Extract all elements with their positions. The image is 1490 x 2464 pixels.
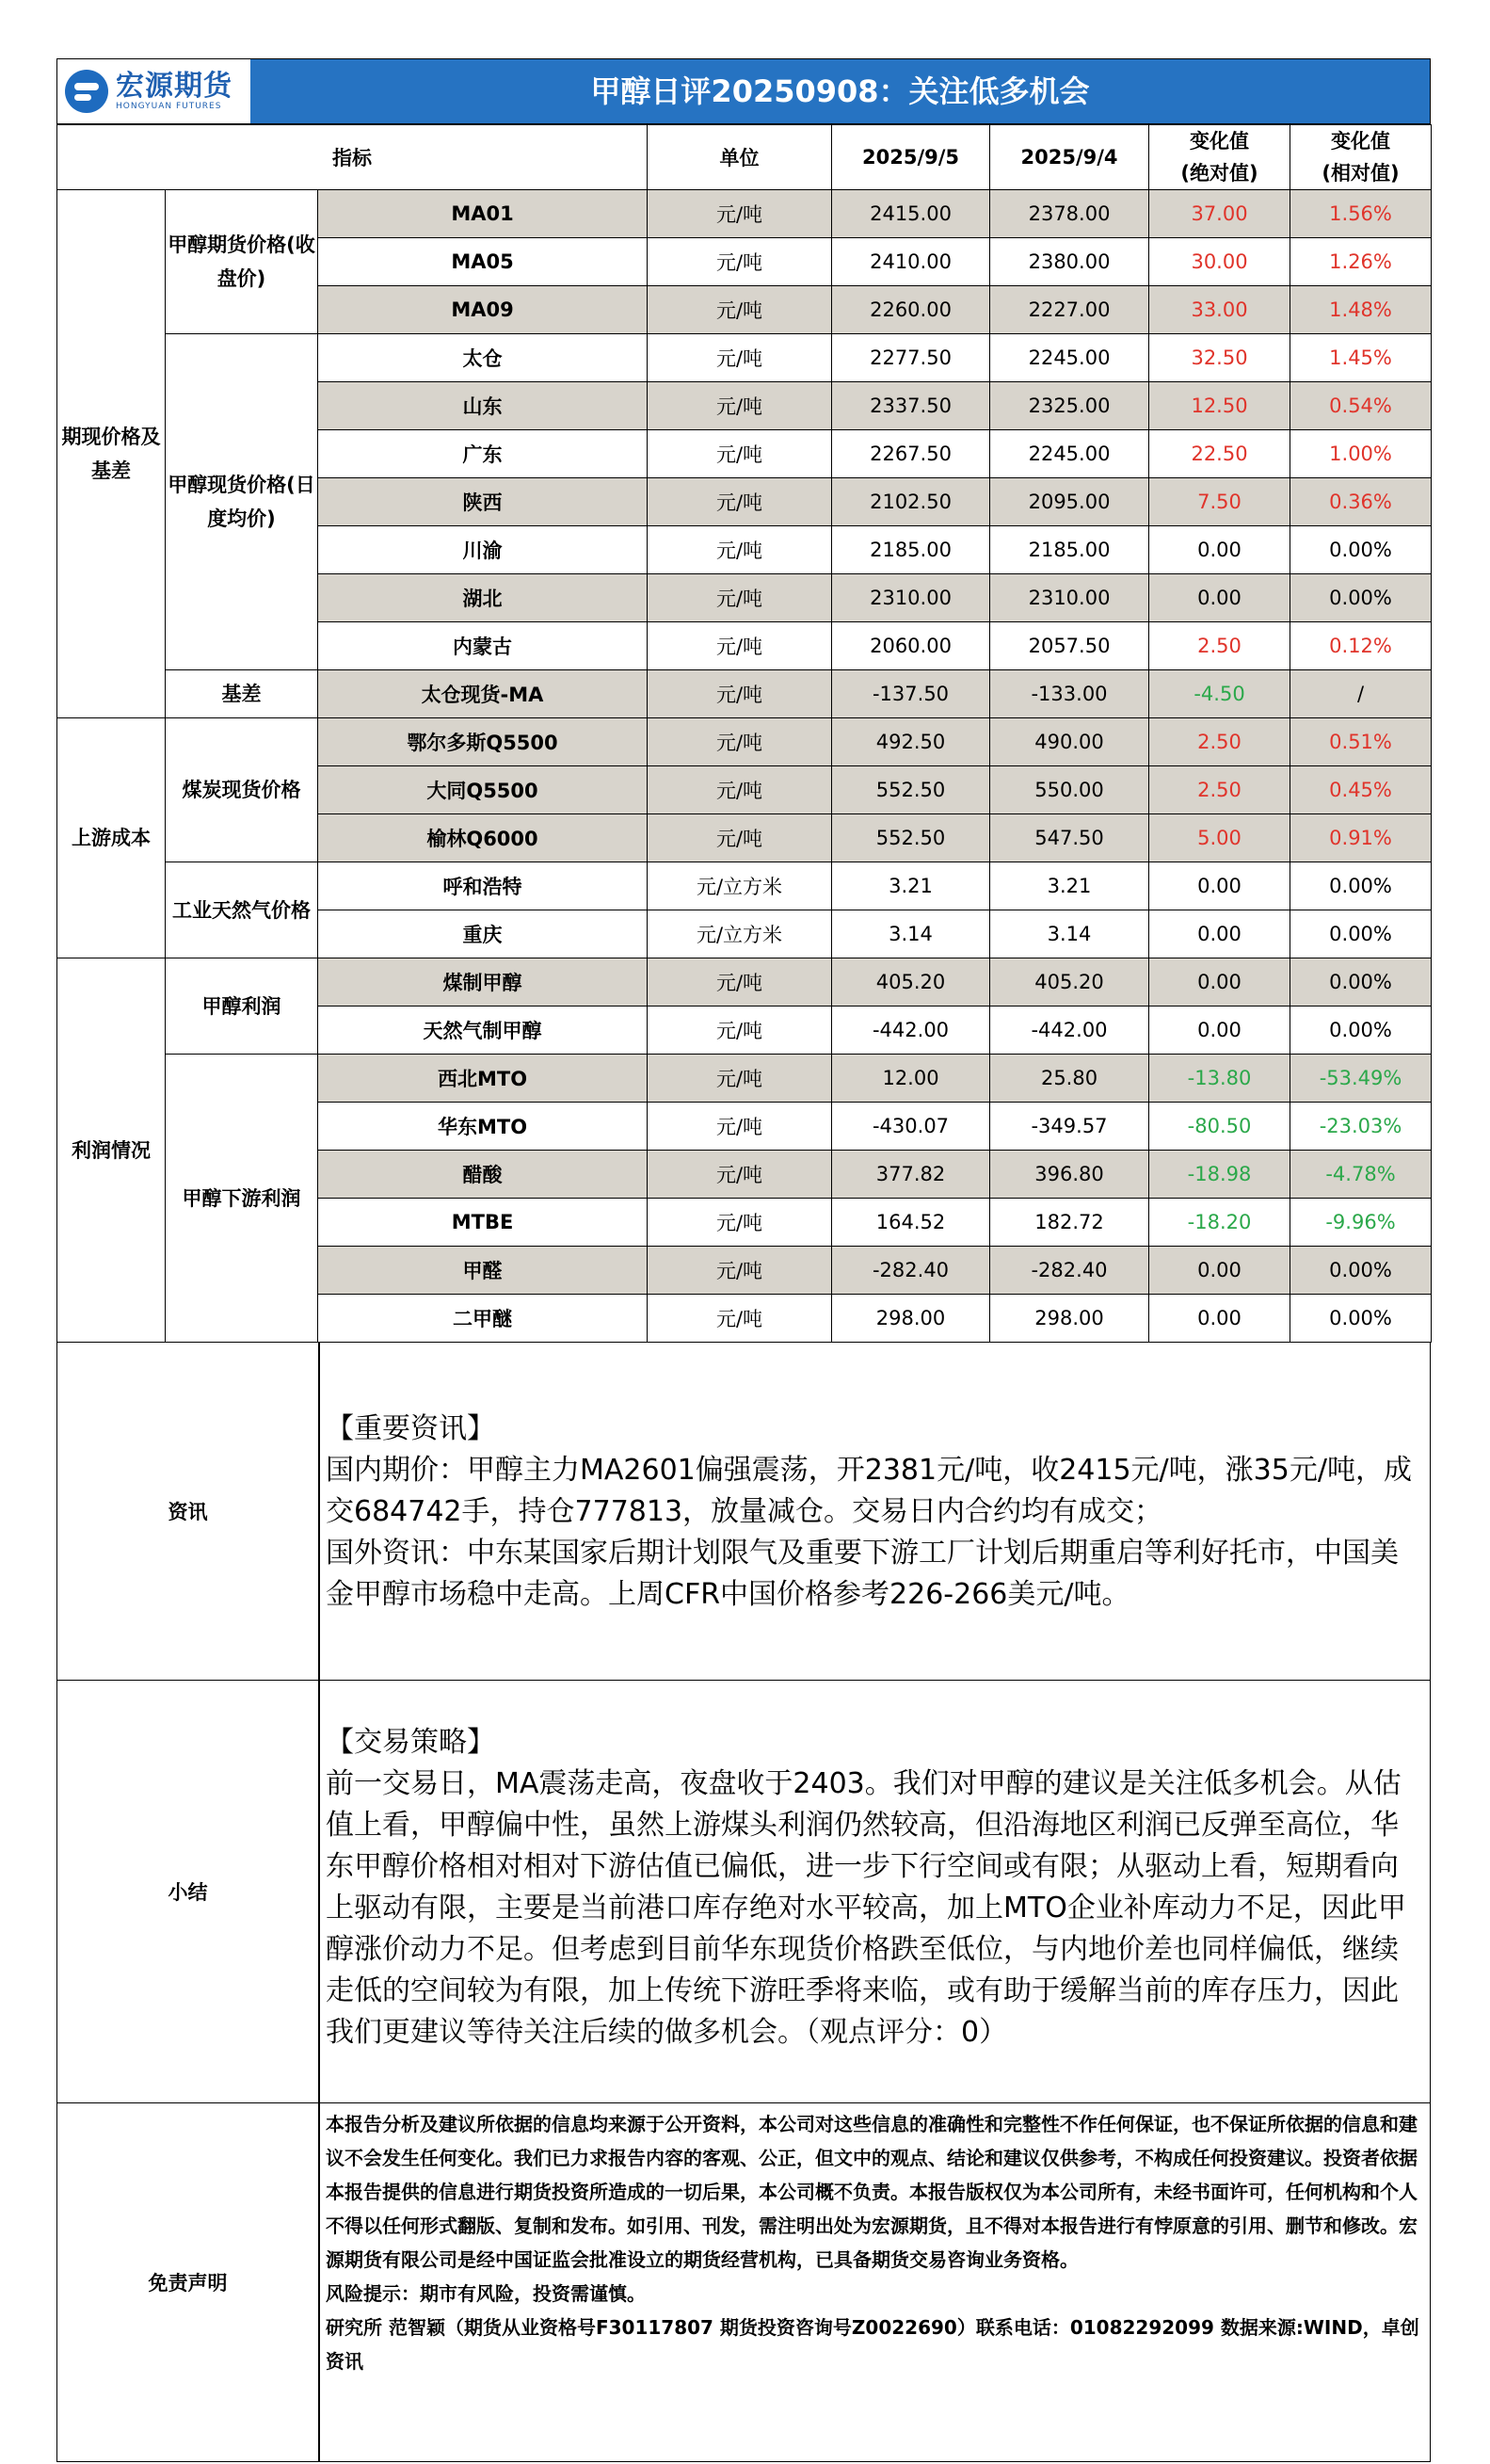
value-date1: 2410.00: [832, 238, 990, 286]
unit-cell: 元/吨: [648, 1007, 832, 1055]
value-date2: 2227.00: [990, 286, 1149, 334]
table-row: [57, 190, 1432, 238]
value-date1: -137.50: [832, 670, 990, 718]
change-rel: 0.00%: [1290, 1007, 1432, 1055]
change-abs: 0.00: [1149, 958, 1290, 1007]
change-abs: 0.00: [1149, 1295, 1290, 1343]
indicator-name: 榆林Q6000: [318, 814, 648, 862]
change-rel: 1.00%: [1290, 430, 1432, 478]
unit-cell: 元/吨: [648, 526, 832, 574]
indicator-name: 陕西: [318, 478, 648, 526]
value-date2: 2185.00: [990, 526, 1149, 574]
category-g2b: 工业天然气价格: [166, 862, 318, 958]
unit-cell: 元/吨: [648, 670, 832, 718]
change-abs: 5.00: [1149, 814, 1290, 862]
change-rel: 1.45%: [1290, 334, 1432, 382]
logo-english-name: HONGYUAN FUTURES: [116, 101, 222, 111]
change-rel: -9.96%: [1290, 1199, 1432, 1247]
value-date1: 405.20: [832, 958, 990, 1007]
value-date1: 2277.50: [832, 334, 990, 382]
indicator-name: 川渝: [318, 526, 648, 574]
change-rel: 0.54%: [1290, 382, 1432, 430]
value-date1: -442.00: [832, 1007, 990, 1055]
value-date2: 2325.00: [990, 382, 1149, 430]
header-date2: 2025/9/4: [990, 125, 1149, 190]
value-date1: 2260.00: [832, 286, 990, 334]
change-abs: -18.98: [1149, 1151, 1290, 1199]
value-date1: 3.14: [832, 910, 990, 958]
value-date2: 550.00: [990, 766, 1149, 814]
value-date1: 2310.00: [832, 574, 990, 622]
value-date2: 2245.00: [990, 430, 1149, 478]
change-abs: -4.50: [1149, 670, 1290, 718]
value-date1: 12.00: [832, 1055, 990, 1103]
strategy-text: 前一交易日，MA震荡走高，夜盘收于2403。我们对甲醇的建议是关注低多机会。从估值上看，甲醇偏中性，虽然上游煤头利润仍然较高，但沿海地区利润已反弹至高位，华东甲醇价格相对相对下游估值已偏低，进一步下行空间或有限；从驱动上看，短期看向上驱动有限，主要是当前港口库存绝对水平较高，加上MTO企业补库动力不足，因此甲醇涨价动力不足。但考虑到目前华东现货价格跌至低位，与内地价差也同样偏低，继续走低的空间较为有限，加上传统下游旺季将来临，或有助于缓解当前的库存压力，因此我们更建议等待关注后续的做多机会。（观点评分：0）: [326, 1767, 1406, 2049]
strategy-heading: 【交易策略】: [326, 1726, 495, 1759]
value-date1: 2185.00: [832, 526, 990, 574]
change-rel: 0.91%: [1290, 814, 1432, 862]
change-rel: -53.49%: [1290, 1055, 1432, 1103]
indicator-table: [56, 124, 1432, 1343]
change-rel: 0.00%: [1290, 574, 1432, 622]
indicator-name: 内蒙古: [318, 622, 648, 670]
value-date2: 2378.00: [990, 190, 1149, 238]
author-info: 研究所 范智颖（期货从业资格号F30117807 期货投资咨询号Z0022690）联系电话：01082292099 数据来源:WIND，卓创资讯: [326, 2316, 1419, 2373]
table-row: [57, 862, 1432, 910]
value-date2: 3.14: [990, 910, 1149, 958]
indicator-name: 广东: [318, 430, 648, 478]
change-rel: 0.00%: [1290, 910, 1432, 958]
change-rel: -4.78%: [1290, 1151, 1432, 1199]
value-date2: 298.00: [990, 1295, 1149, 1343]
unit-cell: 元/吨: [648, 766, 832, 814]
table-row: [57, 718, 1432, 766]
indicator-name: 湖北: [318, 574, 648, 622]
indicator-name: 鄂尔多斯Q5500: [318, 718, 648, 766]
value-date2: 2095.00: [990, 478, 1149, 526]
category-g1b: 甲醇现货价格(日度均价): [166, 334, 318, 670]
header-date1: 2025/9/5: [832, 125, 990, 190]
value-date2: 3.21: [990, 862, 1149, 910]
indicator-name: MA01: [318, 190, 648, 238]
change-abs: 33.00: [1149, 286, 1290, 334]
unit-cell: 元/吨: [648, 334, 832, 382]
change-abs: 2.50: [1149, 622, 1290, 670]
change-abs: -13.80: [1149, 1055, 1290, 1103]
value-date2: 547.50: [990, 814, 1149, 862]
unit-cell: 元/吨: [648, 718, 832, 766]
risk-warning: 风险提示：期市有风险，投资需谨慎。: [326, 2282, 646, 2305]
change-rel: 0.00%: [1290, 1247, 1432, 1295]
change-abs: 7.50: [1149, 478, 1290, 526]
unit-cell: 元/吨: [648, 814, 832, 862]
value-date2: -442.00: [990, 1007, 1149, 1055]
table-row: [57, 1055, 1432, 1103]
change-abs: 2.50: [1149, 718, 1290, 766]
value-date1: 377.82: [832, 1151, 990, 1199]
change-abs: 0.00: [1149, 910, 1290, 958]
indicator-name: 呼和浩特: [318, 862, 648, 910]
indicator-name: MA09: [318, 286, 648, 334]
unit-cell: 元/吨: [648, 1199, 832, 1247]
category-g3: 利润情况: [57, 958, 166, 1343]
logo-mark-icon: [65, 70, 108, 113]
header-indicator: 指标: [57, 125, 648, 190]
news-foreign: 国外资讯：中东某国家后期计划限气及重要下游工厂计划后期重启等利好托市，中国美金甲醇市场稳中走高。上周CFR中国价格参考226-266美元/吨。: [326, 1537, 1399, 1611]
value-date1: 552.50: [832, 766, 990, 814]
indicator-name: 华东MTO: [318, 1103, 648, 1151]
indicator-name: MTBE: [318, 1199, 648, 1247]
value-date1: 552.50: [832, 814, 990, 862]
indicator-name: 二甲醚: [318, 1295, 648, 1343]
unit-cell: 元/吨: [648, 1247, 832, 1295]
disclaimer-label: 免责声明: [57, 2103, 320, 2461]
indicator-name: 太仓: [318, 334, 648, 382]
change-abs: 12.50: [1149, 382, 1290, 430]
change-abs: 0.00: [1149, 1007, 1290, 1055]
indicator-name: 西北MTO: [318, 1055, 648, 1103]
change-abs: 0.00: [1149, 526, 1290, 574]
value-date2: 2310.00: [990, 574, 1149, 622]
disclaimer-text: 本报告分析及建议所依据的信息均来源于公开资料，本公司对这些信息的准确性和完整性不作任何保证，也不保证所依据的信息和建议不会发生任何变化。我们已力求报告内容的客观、公正，但文中的观点、结论和建议仅供参考，不构成任何投资建议。投资者依据本报告提供的信息进行期货投资所造成的一切后果，本公司概不负责。本报告版权仅为本公司所有，未经书面许可，任何机构和个人不得以任何形式翻版、复制和发布。如引用、刊发，需注明出处为宏源期货，且不得对本报告进行有悖原意的引用、删节和修改。宏源期货有限公司是经中国证监会批准设立的期货经营机构，已具备期货交易咨询业务资格。: [326, 2113, 1418, 2271]
strategy-section: [56, 1681, 1431, 2103]
news-section: [56, 1343, 1431, 1681]
strategy-label: 小结: [57, 1681, 320, 2102]
change-rel: 0.00%: [1290, 1295, 1432, 1343]
change-rel: 1.48%: [1290, 286, 1432, 334]
header-change-abs: 变化值 (绝对值): [1149, 125, 1290, 190]
value-date2: 2057.50: [990, 622, 1149, 670]
value-date1: 2060.00: [832, 622, 990, 670]
category-g2a: 煤炭现货价格: [166, 718, 318, 862]
change-abs: 2.50: [1149, 766, 1290, 814]
change-rel: 0.00%: [1290, 526, 1432, 574]
value-date2: 490.00: [990, 718, 1149, 766]
category-g3b: 甲醇下游利润: [166, 1055, 318, 1343]
unit-cell: 元/吨: [648, 478, 832, 526]
value-date1: 492.50: [832, 718, 990, 766]
change-abs: 37.00: [1149, 190, 1290, 238]
value-date1: 2415.00: [832, 190, 990, 238]
value-date2: 405.20: [990, 958, 1149, 1007]
change-abs: 0.00: [1149, 574, 1290, 622]
indicator-name: 醋酸: [318, 1151, 648, 1199]
unit-cell: 元/吨: [648, 190, 832, 238]
indicator-name: 重庆: [318, 910, 648, 958]
unit-cell: 元/立方米: [648, 910, 832, 958]
value-date1: 2337.50: [832, 382, 990, 430]
header-unit: 单位: [648, 125, 832, 190]
change-rel: 1.56%: [1290, 190, 1432, 238]
unit-cell: 元/吨: [648, 958, 832, 1007]
unit-cell: 元/吨: [648, 1055, 832, 1103]
change-rel: 0.00%: [1290, 862, 1432, 910]
news-label: 资讯: [57, 1343, 320, 1680]
value-date1: -282.40: [832, 1247, 990, 1295]
value-date2: -133.00: [990, 670, 1149, 718]
value-date2: -282.40: [990, 1247, 1149, 1295]
table-header-row: [57, 125, 1432, 190]
value-date1: 3.21: [832, 862, 990, 910]
value-date2: 25.80: [990, 1055, 1149, 1103]
report-title: 甲醇日评20250908：关注低多机会: [590, 73, 1090, 109]
change-rel: 0.00%: [1290, 958, 1432, 1007]
unit-cell: 元/吨: [648, 574, 832, 622]
indicator-name: 天然气制甲醇: [318, 1007, 648, 1055]
header-change-rel: 变化值 (相对值): [1290, 125, 1432, 190]
company-logo: [57, 59, 250, 123]
change-abs: -80.50: [1149, 1103, 1290, 1151]
change-rel: 0.51%: [1290, 718, 1432, 766]
value-date2: 182.72: [990, 1199, 1149, 1247]
category-g3a: 甲醇利润: [166, 958, 318, 1055]
disclaimer-section: [56, 2103, 1431, 2462]
value-date1: 2102.50: [832, 478, 990, 526]
table-row: [57, 334, 1432, 382]
change-abs: -18.20: [1149, 1199, 1290, 1247]
category-g1: 期现价格及基差: [57, 190, 166, 718]
change-abs: 0.00: [1149, 1247, 1290, 1295]
table-row: [57, 958, 1432, 1007]
indicator-name: MA05: [318, 238, 648, 286]
value-date2: -349.57: [990, 1103, 1149, 1151]
change-abs: 22.50: [1149, 430, 1290, 478]
report-header: [56, 58, 1431, 124]
change-rel: 0.36%: [1290, 478, 1432, 526]
category-g2: 上游成本: [57, 718, 166, 958]
value-date1: -430.07: [832, 1103, 990, 1151]
news-heading: 【重要资讯】: [326, 1412, 495, 1445]
category-g1a: 甲醇期货价格(收盘价): [166, 190, 318, 334]
change-abs: 32.50: [1149, 334, 1290, 382]
unit-cell: 元/吨: [648, 622, 832, 670]
table-row: [57, 670, 1432, 718]
value-date2: 396.80: [990, 1151, 1149, 1199]
change-rel: -23.03%: [1290, 1103, 1432, 1151]
indicator-name: 山东: [318, 382, 648, 430]
indicator-name: 大同Q5500: [318, 766, 648, 814]
change-rel: 0.45%: [1290, 766, 1432, 814]
unit-cell: 元/吨: [648, 238, 832, 286]
indicator-name: 甲醛: [318, 1247, 648, 1295]
change-rel: /: [1290, 670, 1432, 718]
value-date2: 2380.00: [990, 238, 1149, 286]
value-date1: 298.00: [832, 1295, 990, 1343]
value-date2: 2245.00: [990, 334, 1149, 382]
news-domestic: 国内期价：甲醇主力MA2601偏强震荡，开2381元/吨，收2415元/吨，涨35元/吨，成交684742手，持仓777813，放量减仓。交易日内合约均有成交；: [326, 1454, 1412, 1528]
change-abs: 30.00: [1149, 238, 1290, 286]
indicator-name: 太仓现货-MA: [318, 670, 648, 718]
change-rel: 0.12%: [1290, 622, 1432, 670]
unit-cell: 元/吨: [648, 382, 832, 430]
value-date1: 164.52: [832, 1199, 990, 1247]
category-g1c: 基差: [166, 670, 318, 718]
unit-cell: 元/吨: [648, 286, 832, 334]
unit-cell: 元/吨: [648, 1295, 832, 1343]
unit-cell: 元/立方米: [648, 862, 832, 910]
report: [56, 58, 1431, 2462]
value-date1: 2267.50: [832, 430, 990, 478]
logo-name: 宏源期货: [116, 69, 232, 103]
change-rel: 1.26%: [1290, 238, 1432, 286]
change-abs: 0.00: [1149, 862, 1290, 910]
unit-cell: 元/吨: [648, 1103, 832, 1151]
unit-cell: 元/吨: [648, 430, 832, 478]
indicator-name: 煤制甲醇: [318, 958, 648, 1007]
unit-cell: 元/吨: [648, 1151, 832, 1199]
